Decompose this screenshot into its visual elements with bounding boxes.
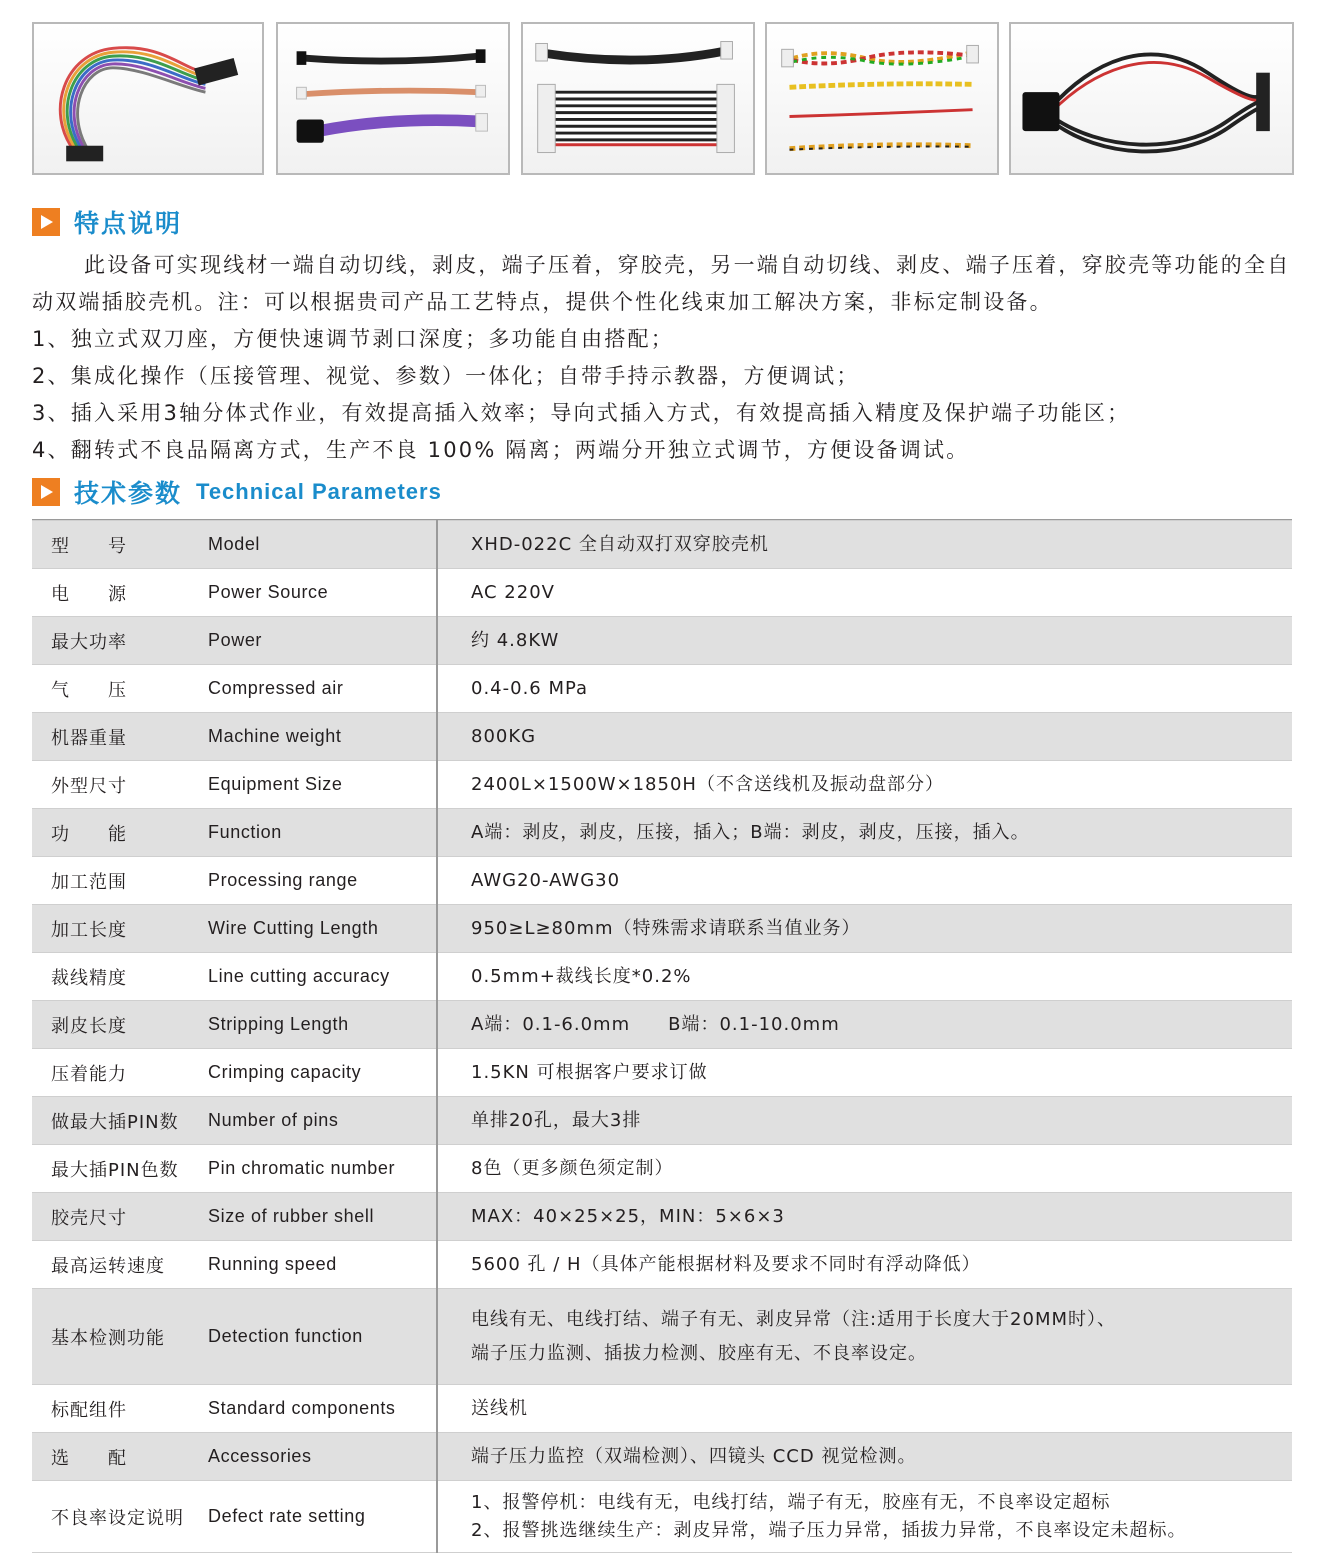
thumbnail-rainbow-ribbon — [32, 22, 264, 175]
table-row — [32, 617, 1292, 665]
param-cn-label: 气 压 — [32, 665, 208, 713]
param-en-label: Power Source — [208, 569, 437, 617]
table-row — [32, 953, 1292, 1001]
param-cn-label: 机器重量 — [32, 713, 208, 761]
play-arrow-icon — [32, 208, 60, 236]
param-cn-label: 做最大插PIN数 — [32, 1097, 208, 1145]
param-cn-label: 裁线精度 — [32, 953, 208, 1001]
feature-item: 4、翻转式不良品隔离方式，生产不良 100% 隔离；两端分开独立式调节，方便设备调试。 — [32, 438, 970, 462]
feature-item: 3、插入采用3轴分体式作业，有效提高插入效率；导向式插入方式，有效提高插入精度及保护端子功能区； — [32, 401, 1131, 425]
param-en-label: Size of rubber shell — [208, 1193, 437, 1241]
table-row — [32, 1385, 1292, 1433]
table-row — [32, 713, 1292, 761]
param-en-label: Power — [208, 617, 437, 665]
play-arrow-icon — [32, 478, 60, 506]
param-cn-label: 标配组件 — [32, 1385, 208, 1433]
param-value: AC 220V — [437, 569, 1292, 617]
table-row — [32, 1001, 1292, 1049]
param-value: 2400L×1500W×1850H（不含送线机及振动盘部分） — [437, 761, 1292, 809]
param-value: A端：剥皮，剥皮，压接，插入；B端：剥皮，剥皮，压接，插入。 — [437, 809, 1292, 857]
param-cn-label: 电 源 — [32, 569, 208, 617]
param-value: 0.5mm+裁线长度*0.2% — [437, 953, 1292, 1001]
param-en-label: Crimping capacity — [208, 1049, 437, 1097]
table-row — [32, 1241, 1292, 1289]
param-value: 950≥L≥80mm（特殊需求请联系当值业务） — [437, 905, 1292, 953]
table-row — [32, 569, 1292, 617]
param-value: A端：0.1-6.0mm B端：0.1-10.0mm — [437, 1001, 1292, 1049]
param-en-label: Wire Cutting Length — [208, 905, 437, 953]
param-en-label: Accessories — [208, 1433, 437, 1481]
table-row — [32, 665, 1292, 713]
thumbnail-black-flat-cable — [521, 22, 755, 175]
table-row — [32, 1433, 1292, 1481]
table-row — [32, 521, 1292, 569]
feature-item: 1、独立式双刀座，方便快速调节剥口深度；多功能自由搭配； — [32, 327, 674, 351]
param-en-label: Processing range — [208, 857, 437, 905]
param-en-label: Model — [208, 521, 437, 569]
param-value-line: 端子压力监测、插拔力检测、胶座有无、不良率设定。 — [471, 1342, 927, 1364]
technical-parameters-table — [32, 520, 1292, 1553]
param-cn-label: 最大插PIN色数 — [32, 1145, 208, 1193]
features-title: 特点说明 — [74, 209, 183, 238]
params-title: 技术参数 — [74, 479, 183, 508]
param-value: 1.5KN 可根据客户要求订做 — [437, 1049, 1292, 1097]
feature-item: 2、集成化操作（压接管理、视觉、参数）一体化；自带手持示教器，方便调试； — [32, 364, 860, 388]
param-en-label: Standard components — [208, 1385, 437, 1433]
table-row — [32, 761, 1292, 809]
table-row — [32, 857, 1292, 905]
table-row — [32, 905, 1292, 953]
thumbnail-power-connector — [1009, 22, 1294, 175]
param-cn-label: 加工范围 — [32, 857, 208, 905]
param-en-label: Function — [208, 809, 437, 857]
param-cn-label: 基本检测功能 — [32, 1289, 208, 1385]
table-row — [32, 809, 1292, 857]
param-value: 800KG — [437, 713, 1292, 761]
param-en-label: Compressed air — [208, 665, 437, 713]
param-value-line: 2、报警挑选继续生产：剥皮异常，端子压力异常，插拔力异常，不良率设定未超标。 — [471, 1519, 1187, 1541]
param-en-label: Line cutting accuracy — [208, 953, 437, 1001]
param-cn-label: 不良率设定说明 — [32, 1481, 208, 1553]
features-intro: 此设备可实现线材一端自动切线，剥皮，端子压着，穿胶壳，另一端自动切线、剥皮、端子压着，穿胶壳等功能的全自动双端插胶壳机。注：可以根据贵司产品工艺特点，提供个性化线束加工解决方案，非标定制设备。 — [32, 253, 1291, 314]
param-cn-label: 剥皮长度 — [32, 1001, 208, 1049]
param-cn-label: 加工长度 — [32, 905, 208, 953]
param-value-line: 电线有无、电线打结、端子有无、剥皮异常（注:适用于长度大于20MM时）、 — [471, 1308, 1117, 1330]
param-value: 8色（更多颜色须定制） — [437, 1145, 1292, 1193]
param-value: 端子压力监控（双端检测）、四镜头 CCD 视觉检测。 — [437, 1433, 1292, 1481]
param-value: 0.4-0.6 MPa — [437, 665, 1292, 713]
param-value — [437, 1289, 1292, 1385]
param-en-label: Pin chromatic number — [208, 1145, 437, 1193]
param-cn-label: 外型尺寸 — [32, 761, 208, 809]
param-value: XHD-022C 全自动双打双穿胶壳机 — [437, 521, 1292, 569]
param-en-label: Machine weight — [208, 713, 437, 761]
param-value: 5600 孔 / H（具体产能根据材料及要求不同时有浮动降低） — [437, 1241, 1292, 1289]
table-row — [32, 1193, 1292, 1241]
params-subtitle: Technical Parameters — [196, 479, 442, 504]
table-row — [32, 1049, 1292, 1097]
table-row — [32, 1289, 1292, 1385]
param-en-label: Number of pins — [208, 1097, 437, 1145]
table-row — [32, 1481, 1292, 1553]
thumbnail-twisted-wires — [765, 22, 999, 175]
param-value — [437, 1481, 1292, 1553]
param-value: AWG20-AWG30 — [437, 857, 1292, 905]
param-value: 单排20孔，最大3排 — [437, 1097, 1292, 1145]
param-cn-label: 型 号 — [32, 521, 208, 569]
product-thumbnail-strip — [32, 22, 1294, 177]
features-section-header — [32, 204, 182, 240]
param-value: 送线机 — [437, 1385, 1292, 1433]
param-en-label: Running speed — [208, 1241, 437, 1289]
param-cn-label: 最高运转速度 — [32, 1241, 208, 1289]
param-en-label: Defect rate setting — [208, 1481, 437, 1553]
param-en-label: Stripping Length — [208, 1001, 437, 1049]
param-en-label: Detection function — [208, 1289, 437, 1385]
param-cn-label: 选 配 — [32, 1433, 208, 1481]
table-row — [32, 1097, 1292, 1145]
table-row — [32, 1145, 1292, 1193]
param-en-label: Equipment Size — [208, 761, 437, 809]
param-value: 约 4.8KW — [437, 617, 1292, 665]
param-value-line: 1、报警停机：电线有无，电线打结，端子有无，胶座有无，不良率设定超标 — [471, 1491, 1111, 1513]
param-cn-label: 最大功率 — [32, 617, 208, 665]
param-cn-label: 胶壳尺寸 — [32, 1193, 208, 1241]
param-cn-label: 压着能力 — [32, 1049, 208, 1097]
params-section-header — [32, 474, 442, 510]
param-value: MAX：40×25×25，MIN：5×6×3 — [437, 1193, 1292, 1241]
thumbnail-black-copper-purple — [276, 22, 510, 175]
features-body — [32, 247, 1294, 469]
param-cn-label: 功 能 — [32, 809, 208, 857]
